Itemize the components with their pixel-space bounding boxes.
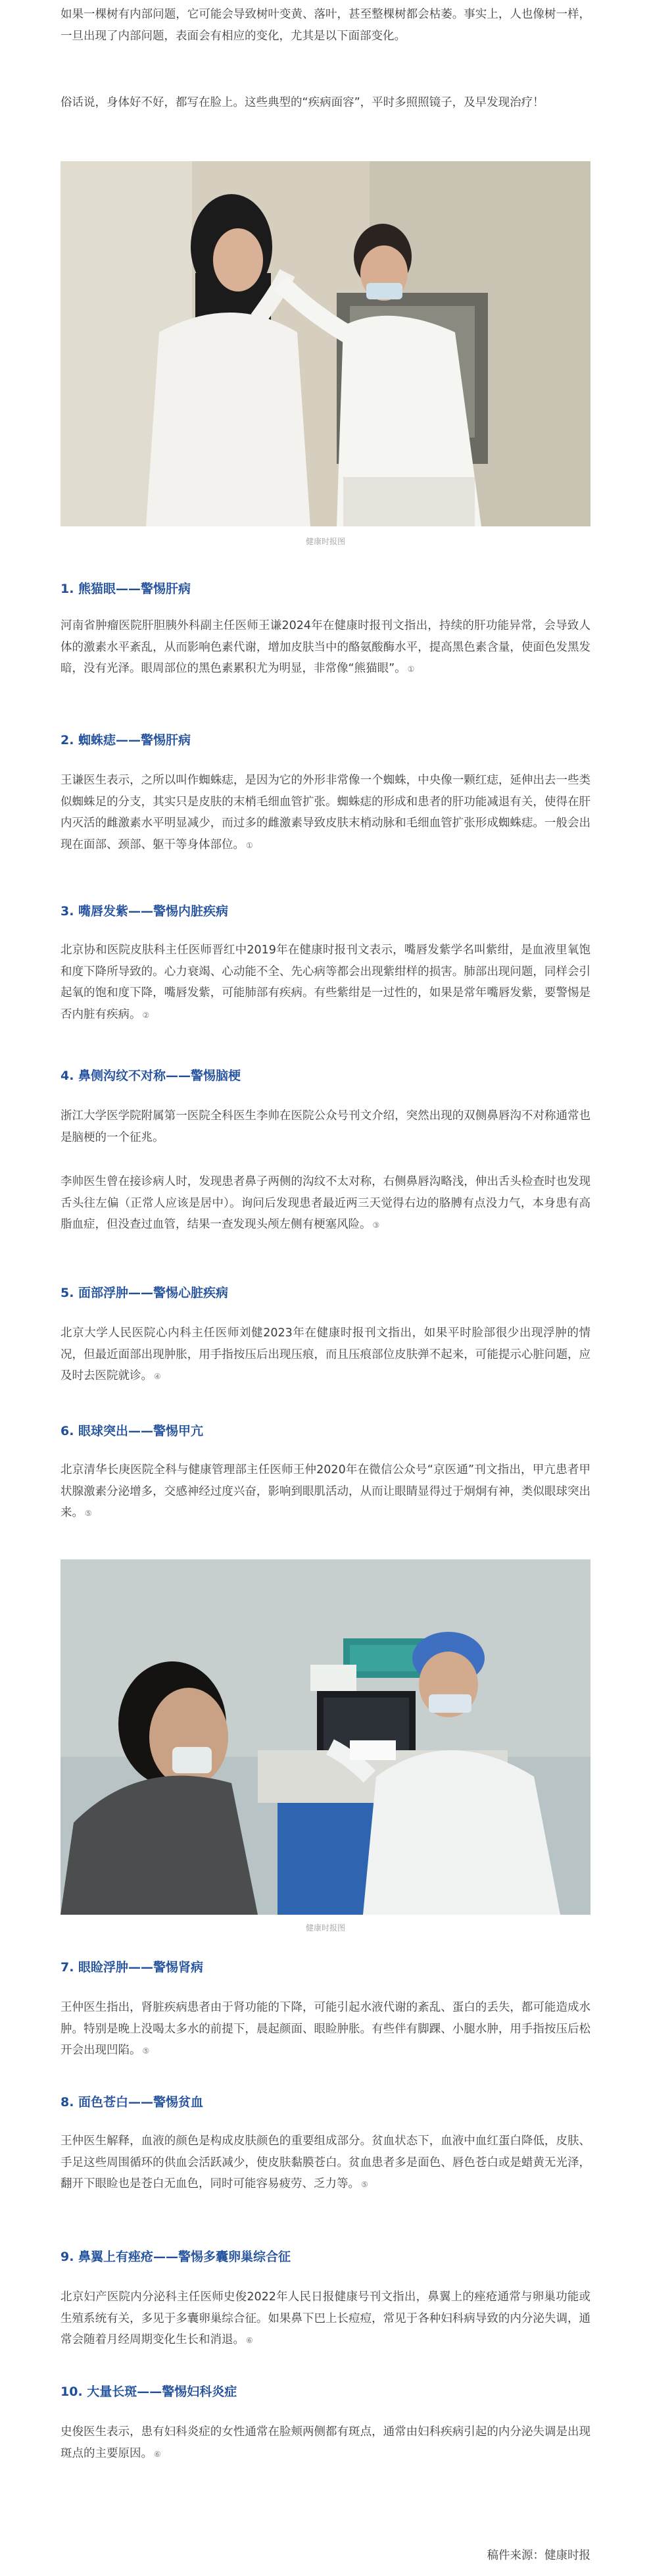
citation-marker: ⑥: [246, 2336, 253, 2345]
citation-marker: ②: [142, 1010, 150, 1020]
section-8-title: 8. 面色苍白——警惕贫血: [60, 2095, 204, 2109]
intro-paragraph-2: 俗话说，身体好不好，都写在脸上。这些典型的“疾病面容”，平时多照照镜子，及早发现治疗！: [60, 96, 544, 109]
citation-marker: ⑤: [85, 1509, 92, 1518]
section-10-title: 10. 大量长斑——警惕妇科炎症: [60, 2385, 237, 2399]
source-credit: 稿件来源：健康时报: [487, 2549, 591, 2562]
section-9-title: 9. 鼻翼上有痤疮——警惕多囊卵巢综合征: [60, 2250, 291, 2264]
section-6-paragraph: 北京清华长庚医院全科与健康管理部主任医师王仲2020年在微信公众号“京医通”刊文指出，甲亢患者甲状腺激素分泌增多，交感神经过度兴奋，影响到眼肌活动，从而让眼睛显得过于炯炯有神，类似眼球突出来。 ⑤: [60, 1463, 591, 1519]
section-3-title: 3. 嘴唇发紫——警惕内脏疾病: [60, 904, 229, 919]
section-6-title: 6. 眼球突出——警惕甲亢: [60, 1424, 204, 1438]
intro-paragraph-1: 如果一棵树有内部问题，它可能会导致树叶变黄、落叶，甚至整棵树都会枯萎。事实上，人也像树一样，一旦出现了内部问题，表面会有相应的变化，尤其是以下面部变化。: [60, 8, 591, 43]
section-9-paragraph: 北京妇产医院内分泌科主任医师史俊2022年人民日报健康号刊文指出，鼻翼上的痤疮通常与卵巢功能或生殖系统有关，多见于多囊卵巢综合征。如果鼻下巴上长痘痘，常见于各种妇科病导致的内分泌失调，通常会随着月经周期变化生长和消退。 ⑥: [60, 2290, 591, 2346]
section-2-paragraph: 王谦医生表示，之所以叫作蜘蛛痣，是因为它的外形非常像一个蜘蛛，中央像一颗红痣，延伸出去一些类似蜘蛛足的分支，其实只是皮肤的末梢毛细血管扩张。蜘蛛痣的形成和患者的肝功能减退有关，使得在肝内灭活的雌激素水平明显减少，而过多的雌激素导致皮肤末梢动脉和毛细血管扩张形成蜘蛛痣。一般会出现在面部、颈部、躯干等身体部位。 ①: [60, 774, 591, 851]
citation-marker: ①: [407, 665, 415, 674]
section-7-paragraph: 王仲医生指出，肾脏疾病患者由于肾功能的下降，可能引起水液代谢的紊乱、蛋白的丢失，都可能造成水肿。特别是晚上没喝太多水的前提下，晨起颜面、眼睑肿胀。有些伴有脚踝、小腿水肿，用手指按压后松开会出现凹陷。 ⑤: [60, 2001, 591, 2057]
figure-2-caption: 健康时报图: [305, 1923, 345, 1932]
section-4-title: 4. 鼻侧沟纹不对称——警惕脑梗: [60, 1069, 241, 1083]
section-10-paragraph: 史俊医生表示，患有妇科炎症的女性通常在脸颊两侧都有斑点，通常由妇科疾病引起的内分泌失调是出现斑点的主要原因。 ⑥: [60, 2425, 591, 2460]
citation-marker: ④: [154, 1372, 161, 1381]
eye-exam-photo: [60, 161, 591, 526]
section-7-title: 7. 眼睑浮肿——警惕肾病: [60, 1960, 204, 1975]
citation-marker: ①: [246, 840, 253, 850]
section-3-paragraph: 北京协和医院皮肤科主任医师晋红中2019年在健康时报刊文表示，嘴唇发紫学名叫紫绀，是血液里氧饱和度下降所导致的。心力衰竭、心动能不全、先心病等都会出现紫绀样的损害。肺部出现问题，同样会引起氧的饱和度下降，嘴唇发紫，可能肺部有疾病。有些紫绀是一过性的，如果是常年嘴唇发紫，要警惕是否内脏有疾病。 ②: [60, 944, 591, 1021]
citation-marker: ③: [372, 1221, 380, 1230]
section-1-title: 1. 熊猫眼——警惕肝病: [60, 582, 191, 596]
citation-marker: ⑥: [154, 2449, 161, 2459]
figure-1-caption: 健康时报图: [305, 537, 345, 546]
doctor-consultation-photo: [60, 1559, 591, 1915]
section-4-paragraph-1: 浙江大学医学院附属第一医院全科医生李帅在医院公众号刊文介绍，突然出现的双侧鼻唇沟不对称通常也是脑梗的一个征兆。: [60, 1109, 591, 1144]
section-5-title: 5. 面部浮肿——警惕心脏疾病: [60, 1286, 229, 1300]
citation-marker: ⑤: [361, 2180, 368, 2189]
section-5-paragraph: 北京大学人民医院心内科主任医师刘健2023年在健康时报刊文指出，如果平时脸部很少出现浮肿的情况，但最近面部出现肿胀，用手指按压后出现压痕，而且压痕部位皮肤弹不起来，可能提示心脏问题，应及时去医院就诊。 ④: [60, 1326, 591, 1382]
section-1-paragraph: 河南省肿瘤医院肝胆胰外科副主任医师王谦2024年在健康时报刊文指出，持续的肝功能异常，会导致人体的激素水平紊乱，从而影响色素代谢，增加皮肤当中的酪氨酸酶水平，提高黑色素含量，使面色发黑发暗，没有光泽。眼周部位的黑色素累积尤为明显，非常像“熊猫眼”。 ①: [60, 619, 591, 675]
citation-marker: ⑤: [142, 2046, 150, 2056]
section-2-title: 2. 蜘蛛痣——警惕肝病: [60, 733, 191, 747]
section-8-paragraph: 王仲医生解释，血液的颜色是构成皮肤颜色的重要组成部分。贫血状态下，血液中血红蛋白降低，皮肤、手足这些周围循环的供血会活跃减少，使皮肤黏膜苍白。贫血患者多是面色、唇色苍白或是蜡黄无光泽，翻开下眼睑也是苍白无血色，同时可能容易疲劳、乏力等。 ⑤: [60, 2134, 591, 2190]
section-4-paragraph-2: 李帅医生曾在接诊病人时，发现患者鼻子两侧的沟纹不太对称，右侧鼻唇沟略浅，伸出舌头检查时也发现舌头往左偏（正常人应该是居中）。询问后发现患者最近两三天觉得右边的胳膊有点没力气，本身患有高脂血症，但没查过血管，结果一查发现头颅左侧有梗塞风险。 ③: [60, 1175, 591, 1231]
